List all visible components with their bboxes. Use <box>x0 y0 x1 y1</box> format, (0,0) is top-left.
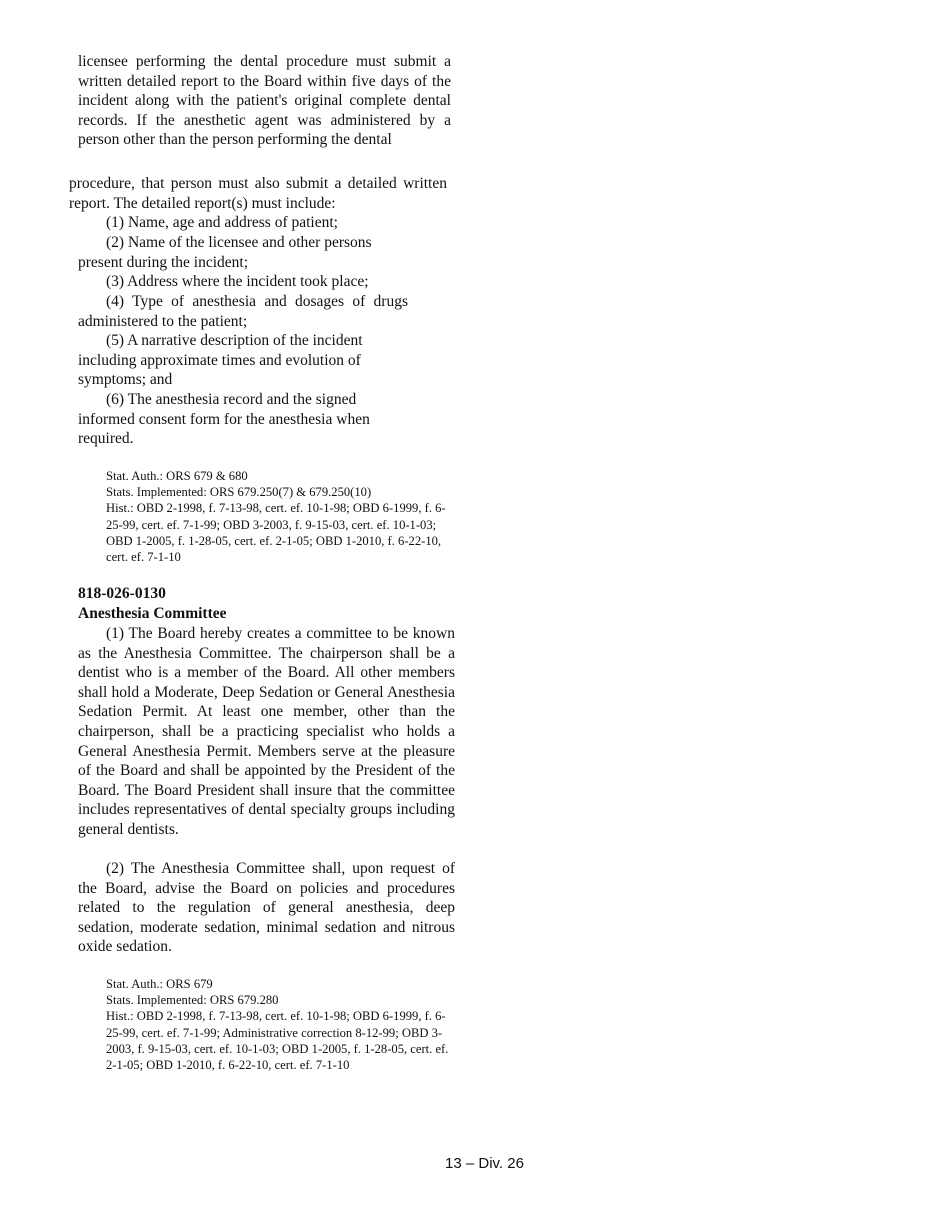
report-item-4: (4) Type of anesthesia and dosages of drugs administered to the patient; <box>78 293 408 330</box>
report-item-5: (5) A narrative description of the incident including approximate times and evolution of symptoms; and <box>78 332 363 389</box>
report-item-2: (2) Name of the licensee and other persons present during the incident; <box>78 234 372 271</box>
source-note-rule <box>106 976 456 1073</box>
source-note-top <box>106 468 456 565</box>
stats-implemented: Stats. Implemented: ORS 679.280 <box>106 993 279 1008</box>
continued-paragraph-part-1: licensee performing the dental procedure must submit a written detailed report to the Board within five days of the incident along with the patient's original complete dental records. If the anesthetic agent was administered by a person other than the person performing the dental <box>78 53 451 149</box>
history-note: Hist.: OBD 2-1998, f. 7-13-98, cert. ef. 10-1-98; OBD 6-1999, f. 6-25-99, cert. ef. 7-1-99; OBD 3-2003, f. 9-15-03, cert. ef. 10-1-03; OBD 1-2005, f. 1-28-05, cert. ef. 2-1-05; OBD 1-2010, f. 6-22-10, cert. ef. 7-1-10 <box>106 501 446 565</box>
report-item-3: (3) Address where the incident took place; <box>106 273 369 290</box>
continued-paragraph-part-2: procedure, that person must also submit a detailed written report. The detailed report(s) must include: <box>69 175 447 212</box>
rule-paragraph-2: (2) The Anesthesia Committee shall, upon request of the Board, advise the Board on policies and procedures related to the regulation of general anesthesia, deep sedation, moderate sedation, minimal sedation and nitrous oxide sedation. <box>78 860 455 956</box>
history-note: Hist.: OBD 2-1998, f. 7-13-98, cert. ef. 10-1-98; OBD 6-1999, f. 6-25-99, cert. ef. 7-1-99; Administrative correction 8-12-99; OBD 3-2003, f. 9-15-03, cert. ef. 10-1-03; OBD 1-2005, f. 1-28-05, cert. ef. 2-1-05; OBD 1-2010, f. 6-22-10, cert. ef. 7-1-10 <box>106 1009 449 1073</box>
report-item-6: (6) The anesthesia record and the signed informed consent form for the anesthesia when required. <box>78 391 370 448</box>
rule-number: 818-026-0130 <box>78 585 166 602</box>
stats-implemented: Stats. Implemented: ORS 679.250(7) & 679.250(10) <box>106 485 372 500</box>
rule-paragraph-1: (1) The Board hereby creates a committee to be known as the Anesthesia Committee. The chairperson shall be a dentist who is a member of the Board. All other members shall hold a Moderate, Deep Sedation or General Anesthesia Sedation Permit. At least one member, other than the chairperson, shall be a practicing specialist who holds a General Anesthesia Permit. Members serve at the pleasure of the Board and shall be appointed by the President of the Board. The Board President shall insure that the committee includes representatives of dental specialty groups including general dentists. <box>78 625 455 838</box>
stat-auth: Stat. Auth.: ORS 679 <box>106 977 213 991</box>
report-item-1: (1) Name, age and address of patient; <box>106 214 338 231</box>
stat-auth: Stat. Auth.: ORS 679 & 680 <box>106 469 248 483</box>
page-footer: 13 – Div. 26 <box>445 1155 524 1172</box>
rule-title: Anesthesia Committee <box>78 605 227 622</box>
